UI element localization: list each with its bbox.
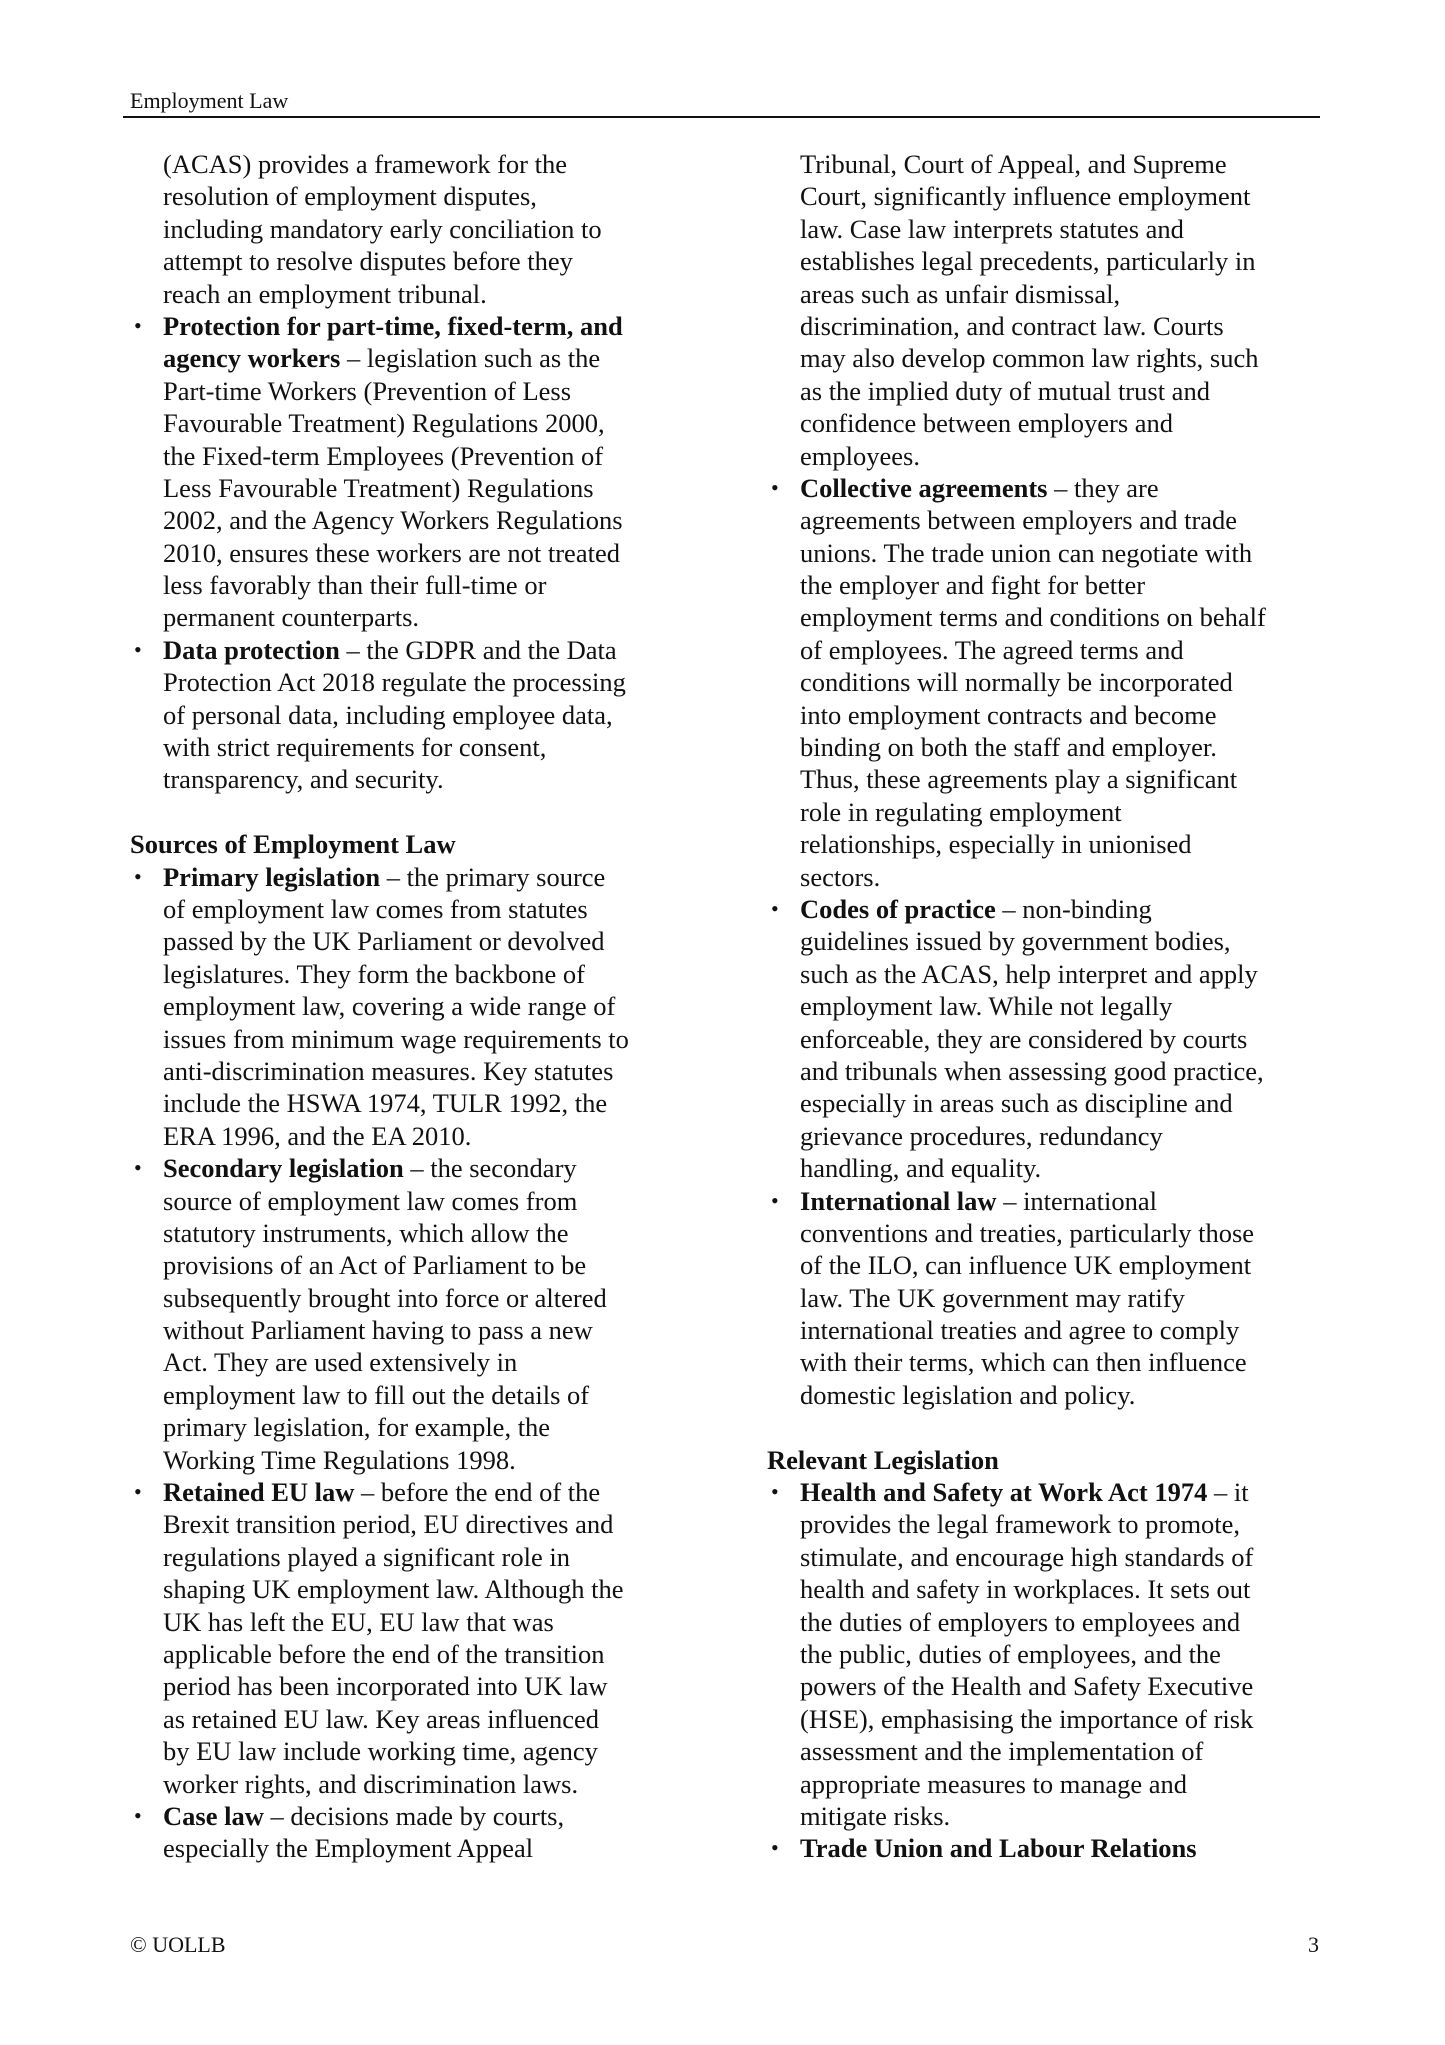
line-text: employees. (800, 440, 920, 471)
line-text: grievance procedures, redundancy (800, 1120, 1163, 1151)
line-text (163, 342, 600, 374)
line-text: may also develop common law rights, such (800, 343, 1259, 374)
line-text: employment law, covering a wide range of (163, 991, 616, 1022)
line-text: ERA 1996, and the EA 2010. (163, 1120, 472, 1151)
text-line (130, 1444, 730, 1476)
text-line (767, 1638, 1367, 1670)
line-text: the Fixed-term Employees (Prevention of (163, 440, 604, 471)
term-label: International law (800, 1185, 997, 1216)
line-text: transparency, and security. (163, 764, 444, 795)
line-text: attempt to resolve disputes before they (163, 246, 573, 277)
text-line (767, 1055, 1367, 1087)
line-text: international treaties and agree to comply (800, 1315, 1240, 1346)
text-line (767, 1541, 1367, 1573)
line-text: agreements between employers and trade (800, 505, 1238, 536)
text-line (130, 1411, 730, 1443)
line-text: law. The UK government may ratify (800, 1282, 1185, 1313)
text-line (130, 342, 730, 374)
text-line (130, 699, 730, 731)
line-text: employment law. While not legally (800, 991, 1173, 1022)
text-line (767, 1152, 1367, 1184)
line-text: handling, and equality. (800, 1153, 1042, 1184)
text-line (767, 990, 1367, 1022)
list-item-start (767, 472, 1367, 504)
text-line (130, 537, 730, 569)
text-line (767, 1735, 1367, 1767)
line-text: passed by the UK Parliament or devolved (163, 926, 605, 957)
section-heading (767, 1444, 1367, 1476)
term-label: Secondary legislation (163, 1153, 404, 1184)
line-text: applicable before the end of the transition (163, 1638, 605, 1669)
line-text: provisions of an Act of Parliament to be (163, 1250, 587, 1281)
line-text: (HSE), emphasising the importance of risk (800, 1703, 1254, 1734)
text-line (130, 1249, 730, 1281)
term-description: – international (996, 1185, 1157, 1216)
line-text: guidelines issued by government bodies, (800, 926, 1231, 957)
text-line (130, 1120, 730, 1152)
line-text: the employer and fight for better (800, 570, 1146, 601)
line-text: domestic legislation and policy. (800, 1379, 1136, 1410)
text-line (767, 763, 1367, 795)
list-item-start (767, 1832, 1367, 1864)
line-text (800, 1832, 1197, 1864)
line-text: unions. The trade union can negotiate with (800, 537, 1253, 568)
line-text: of employment law comes from statutes (163, 893, 588, 924)
running-header: Employment Law (130, 88, 289, 113)
line-text: stimulate, and encourage high standards of (800, 1541, 1254, 1572)
line-text: (ACAS) provides a framework for the (163, 149, 568, 179)
text-line (767, 1768, 1367, 1800)
line-text: resolution of employment disputes, (163, 181, 537, 212)
bullet-icon: • (134, 1802, 142, 1828)
line-text: 2002, and the Agency Workers Regulations (163, 505, 623, 536)
text-line (130, 958, 730, 990)
term-label: Trade Union and Labour Relations (800, 1833, 1197, 1864)
term-label: Health and Safety at Work Act 1974 (800, 1477, 1208, 1508)
list-item-start (130, 861, 730, 893)
text-line (767, 666, 1367, 698)
right-column (767, 148, 1367, 1865)
list-item-start (130, 1152, 730, 1184)
text-line (130, 1670, 730, 1702)
text-line (130, 925, 730, 957)
list-item-start (130, 1800, 730, 1832)
term-description: – non-binding (995, 893, 1152, 924)
line-text: enforceable, they are considered by courts (800, 1023, 1248, 1054)
text-line (767, 504, 1367, 536)
text-line (767, 601, 1367, 633)
term-description: – the GDPR and the Data (339, 634, 617, 665)
line-text: appropriate measures to manage and (800, 1768, 1188, 1799)
term-label: Protection for part-time, fixed-term, and (163, 310, 623, 341)
text-line (130, 1768, 730, 1800)
text-line (767, 1023, 1367, 1055)
line-text: provides the legal framework to promote, (800, 1509, 1241, 1540)
bullet-icon: • (134, 1479, 142, 1505)
line-text: into employment contracts and become (800, 699, 1217, 730)
left-column (130, 148, 730, 1865)
list-item-start (767, 1476, 1367, 1508)
text-line (767, 407, 1367, 439)
text-line (130, 990, 730, 1022)
line-text: discrimination, and contract law. Courts (800, 310, 1224, 341)
bullet-icon: • (771, 895, 779, 921)
term-description: – it (1207, 1477, 1249, 1508)
line-text: Favourable Treatment) Regulations 2000, (163, 408, 605, 439)
line-text: period has been incorporated into UK law (163, 1671, 608, 1702)
line-text: subsequently brought into force or altered (163, 1282, 607, 1313)
text-line (767, 1087, 1367, 1119)
line-text (163, 1152, 577, 1184)
text-line (130, 1282, 730, 1314)
line-text: include the HSWA 1974, TULR 1992, the (163, 1088, 608, 1119)
line-text: with their terms, which can then influence (800, 1347, 1247, 1378)
line-text: of employees. The agreed terms and (800, 634, 1184, 665)
text-line (130, 1185, 730, 1217)
text-line (130, 1055, 730, 1087)
text-line (130, 1541, 730, 1573)
text-line (767, 1573, 1367, 1605)
text-line (130, 1508, 730, 1540)
text-line (130, 407, 730, 439)
term-label: Data protection (163, 634, 340, 665)
line-text: conventions and treaties, particularly those (800, 1217, 1255, 1248)
term-label: Case law (163, 1800, 264, 1831)
line-text: Tribunal, Court of Appeal, and Supreme (800, 149, 1227, 179)
text-line (130, 666, 730, 698)
text-line (767, 245, 1367, 277)
text-line (130, 245, 730, 277)
text-line (130, 569, 730, 601)
text-line (130, 148, 730, 180)
text-line (130, 1832, 730, 1864)
line-text: areas such as unfair dismissal, (800, 278, 1121, 309)
line-text: as retained EU law. Key areas influenced (163, 1703, 600, 1734)
section-heading (130, 828, 730, 860)
term-description: – the primary source (380, 861, 606, 892)
term-description: – legislation such as the (340, 343, 601, 374)
line-text: the public, duties of employees, and the (800, 1638, 1221, 1669)
term-label: Codes of practice (800, 893, 996, 924)
line-text: confidence between employers and (800, 408, 1174, 439)
term-description: – the secondary (403, 1153, 577, 1184)
line-text: especially the Employment Appeal (163, 1833, 534, 1864)
text-line (130, 763, 730, 795)
line-text: shaping UK employment law. Although the (163, 1574, 624, 1605)
line-text: Act. They are used extensively in (163, 1347, 518, 1378)
text-line (130, 1217, 730, 1249)
text-line (130, 1087, 730, 1119)
text-line (767, 278, 1367, 310)
text-line (767, 1314, 1367, 1346)
line-text: worker rights, and discrimination laws. (163, 1768, 579, 1799)
text-line (130, 1314, 730, 1346)
bullet-icon: • (771, 1479, 779, 1505)
line-text (163, 1800, 564, 1832)
text-line (767, 148, 1367, 180)
line-text: by EU law include working time, agency (163, 1736, 598, 1767)
line-text: establishes legal precedents, particularly in (800, 246, 1256, 277)
line-text: and tribunals when assessing good practice, (800, 1055, 1264, 1086)
text-line (130, 504, 730, 536)
line-text: relationships, especially in unionised (800, 829, 1192, 860)
text-line (130, 180, 730, 212)
text-line (767, 828, 1367, 860)
term-label: agency workers (163, 343, 341, 374)
line-text: with strict requirements for consent, (163, 732, 547, 763)
text-line (767, 796, 1367, 828)
text-line (130, 1638, 730, 1670)
header-rule (123, 116, 1320, 118)
line-text (163, 310, 623, 342)
line-text: the duties of employers to employees and (800, 1606, 1241, 1637)
term-label: Collective agreements (800, 472, 1048, 503)
line-text: especially in areas such as discipline and (800, 1088, 1233, 1119)
text-line (130, 375, 730, 407)
line-text: including mandatory early conciliation to (163, 213, 602, 244)
text-line (130, 1735, 730, 1767)
line-text: law. Case law interprets statutes and (800, 213, 1184, 244)
text-line (767, 440, 1367, 472)
text-line (130, 472, 730, 504)
text-line (767, 1217, 1367, 1249)
line-text: Protection Act 2018 regulate the processing (163, 667, 626, 698)
text-line (767, 569, 1367, 601)
text-line (767, 1379, 1367, 1411)
line-text (163, 861, 605, 893)
text-line (130, 601, 730, 633)
line-text: conditions will normally be incorporated (800, 667, 1233, 698)
text-line (767, 1346, 1367, 1378)
bullet-icon: • (134, 863, 142, 889)
text-line (130, 1023, 730, 1055)
line-text: powers of the Health and Safety Executive (800, 1671, 1254, 1702)
text-line (767, 1508, 1367, 1540)
line-text: legislatures. They form the backbone of (163, 958, 585, 989)
text-line (767, 1249, 1367, 1281)
text-line (130, 1703, 730, 1735)
text-line (767, 699, 1367, 731)
line-text (163, 1476, 600, 1508)
line-text: employment terms and conditions on behalf (800, 602, 1266, 633)
bullet-icon: • (771, 474, 779, 500)
text-line (130, 213, 730, 245)
line-text: issues from minimum wage requirements to (163, 1023, 629, 1054)
text-line (767, 1800, 1367, 1832)
list-item-start (767, 1185, 1367, 1217)
text-line (767, 537, 1367, 569)
line-text: of personal data, including employee data, (163, 699, 613, 730)
bullet-icon: • (771, 1187, 779, 1213)
text-line (767, 180, 1367, 212)
line-text: without Parliament having to pass a new (163, 1315, 593, 1346)
bullet-icon: • (771, 1835, 779, 1861)
term-label: Primary legislation (163, 861, 381, 892)
line-text: Brexit transition period, EU directives and (163, 1509, 614, 1540)
text-line (767, 634, 1367, 666)
line-text (163, 634, 617, 666)
line-text: mitigate risks. (800, 1800, 951, 1831)
text-line (767, 925, 1367, 957)
line-text: permanent counterparts. (163, 602, 420, 633)
text-line (130, 1573, 730, 1605)
line-text: role in regulating employment (800, 796, 1122, 827)
text-line (130, 278, 730, 310)
line-text (800, 1476, 1249, 1508)
term-description: – before the end of the (354, 1477, 601, 1508)
line-text: Less Favourable Treatment) Regulations (163, 472, 594, 503)
term-label: Retained EU law (163, 1477, 355, 1508)
line-text: of the ILO, can influence UK employment (800, 1250, 1252, 1281)
list-item-start (130, 310, 730, 342)
text-line (767, 1670, 1367, 1702)
text-line (767, 310, 1367, 342)
text-line (767, 1703, 1367, 1735)
text-line (767, 861, 1367, 893)
line-text (800, 1185, 1157, 1217)
line-text: health and safety in workplaces. It sets out (800, 1574, 1251, 1605)
line-text: Thus, these agreements play a significant (800, 764, 1238, 795)
text-line (130, 440, 730, 472)
line-text (800, 472, 1159, 504)
line-text: anti-discrimination measures. Key statutes (163, 1055, 614, 1086)
text-line (767, 1606, 1367, 1638)
line-text: less favorably than their full-time or (163, 570, 547, 601)
bullet-icon: • (134, 636, 142, 662)
line-text: 2010, ensures these workers are not treated (163, 537, 620, 568)
line-text: Sources of Employment Law (130, 829, 456, 860)
line-text: statutory instruments, which allow the (163, 1217, 569, 1248)
term-description: – they are (1047, 472, 1159, 503)
page-number: 3 (1308, 1932, 1319, 1957)
line-text: regulations played a significant role in (163, 1541, 570, 1572)
text-line (767, 1411, 1367, 1443)
text-line (767, 213, 1367, 245)
bullet-icon: • (134, 1155, 142, 1181)
text-line (130, 796, 730, 828)
line-text: binding on both the staff and employer. (800, 732, 1217, 763)
line-text: employment law to fill out the details of (163, 1379, 590, 1410)
list-item-start (130, 1476, 730, 1508)
line-text: primary legislation, for example, the (163, 1412, 551, 1443)
line-text: Court, significantly influence employment (800, 181, 1251, 212)
line-text: Relevant Legislation (767, 1444, 999, 1475)
line-text: as the implied duty of mutual trust and (800, 375, 1210, 406)
text-line (767, 731, 1367, 763)
line-text: source of employment law comes from (163, 1185, 578, 1216)
text-line (130, 731, 730, 763)
line-text (800, 893, 1152, 925)
footer-copyright: © UOLLB (130, 1932, 226, 1957)
line-text: Part-time Workers (Prevention of Less (163, 375, 572, 406)
line-text: Working Time Regulations 1998. (163, 1444, 516, 1475)
text-line (130, 893, 730, 925)
list-item-start (767, 893, 1367, 925)
text-line (130, 1606, 730, 1638)
line-text: sectors. (800, 861, 881, 892)
line-text: such as the ACAS, help interpret and apply (800, 958, 1258, 989)
text-line (767, 342, 1367, 374)
bullet-icon: • (134, 312, 142, 338)
text-line (130, 1346, 730, 1378)
list-item-start (130, 634, 730, 666)
line-text: UK has left the EU, EU law that was (163, 1606, 554, 1637)
text-line (130, 1379, 730, 1411)
text-line (767, 375, 1367, 407)
text-line (767, 1120, 1367, 1152)
text-line (767, 1282, 1367, 1314)
text-line (767, 958, 1367, 990)
term-description: – decisions made by courts, (263, 1800, 565, 1831)
line-text: assessment and the implementation of (800, 1736, 1204, 1767)
line-text: reach an employment tribunal. (163, 278, 487, 309)
